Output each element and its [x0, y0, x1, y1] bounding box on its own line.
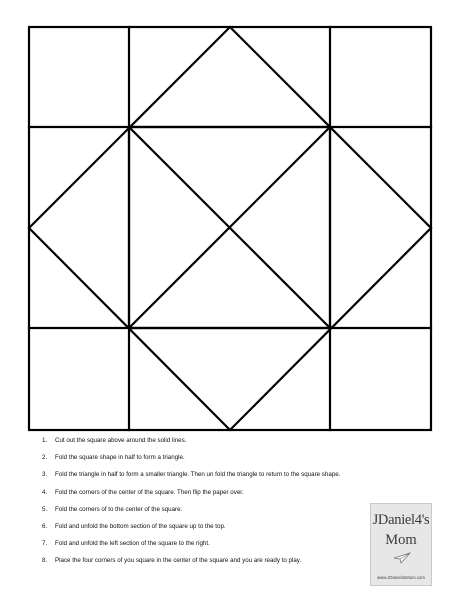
- instruction-item: [42, 437, 372, 445]
- instruction-text: Cut out the square above around the solid lines.: [55, 437, 187, 444]
- instruction-item: [42, 471, 372, 479]
- logo-text-line-2: Mom: [385, 532, 417, 548]
- instruction-text: Fold the square shape in half to form a triangle.: [55, 454, 185, 462]
- instruction-list: [42, 437, 372, 575]
- logo-url: www.JDaniel4sMom.com: [377, 575, 425, 580]
- logo-text-line-1: JDaniel4's: [372, 512, 430, 528]
- instruction-item: [42, 489, 372, 497]
- brand-logo: [370, 503, 432, 586]
- instruction-number: 3.: [42, 471, 48, 479]
- instruction-text: Fold and unfold the left section of the square to the right.: [55, 540, 210, 548]
- instruction-item: [42, 523, 372, 531]
- instruction-number: 2.: [42, 454, 48, 462]
- instruction-number: 5.: [42, 505, 48, 513]
- paper-airplane-icon: [393, 552, 411, 564]
- instruction-text: Fold the corners of to the center of the square.: [55, 505, 183, 513]
- instruction-number: 7.: [42, 540, 48, 548]
- instruction-item: [42, 454, 372, 462]
- instruction-text: Fold the triangle in half to form a smaller triangle. Then un fold the triangle to return to the square shape.: [55, 471, 341, 479]
- instruction-number: 6.: [42, 522, 48, 530]
- instruction-text: Fold the corners of the center of the square. Then flip the paper over.: [55, 488, 244, 496]
- instruction-text: Fold and unfold the bottom section of the square up to the top.: [55, 522, 226, 530]
- instruction-item: [42, 540, 372, 548]
- instruction-item: [42, 506, 372, 514]
- instruction-number: 4.: [42, 488, 48, 496]
- instruction-number: 8.: [42, 557, 48, 565]
- instruction-item: [42, 557, 372, 565]
- instruction-number: 1.: [42, 437, 48, 444]
- instruction-text: Place the four corners of you square in the center of the square and you are ready to play.: [55, 557, 302, 565]
